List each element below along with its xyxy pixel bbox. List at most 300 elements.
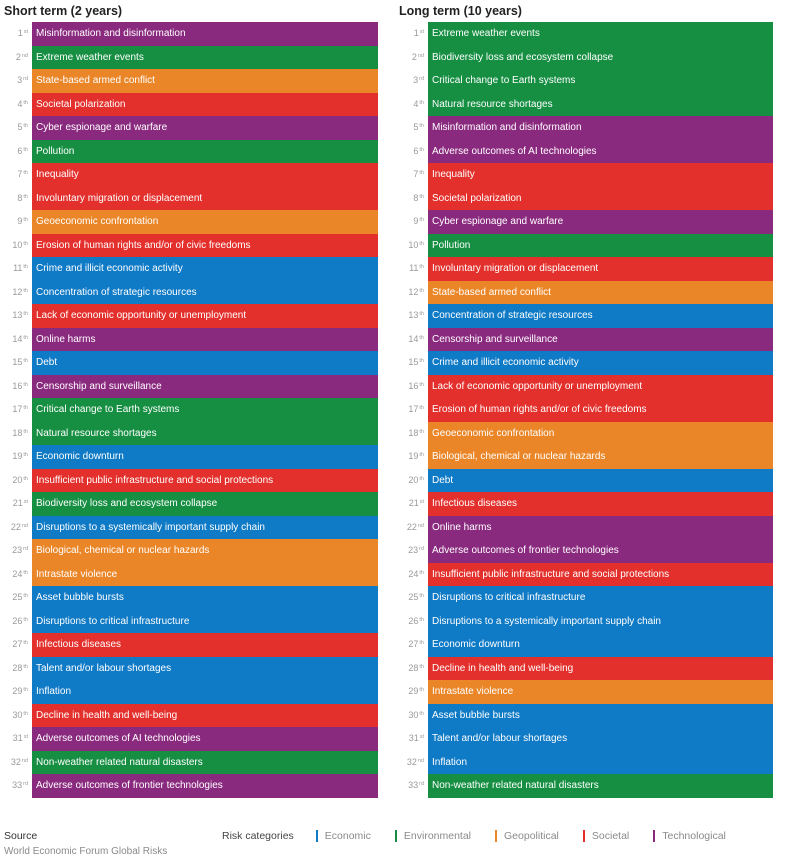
legend-label: Economic	[324, 830, 371, 842]
risk-bar: Societal polarization	[32, 93, 378, 117]
rank-suffix: th	[23, 170, 28, 176]
rank-number: 6	[413, 145, 419, 156]
rank-label	[0, 539, 32, 563]
rank-label	[396, 281, 428, 305]
risk-bar: Erosion of human rights and/or of civic freedoms	[428, 398, 773, 422]
rank-suffix: nd	[417, 522, 424, 529]
rank-number: 13	[408, 310, 419, 320]
rank-number: 9	[413, 216, 419, 226]
risk-row	[396, 445, 773, 469]
rank-number: 14	[408, 333, 419, 344]
risk-bar: Insufficient public infrastructure and social protections	[32, 469, 378, 493]
rank-label	[396, 163, 428, 187]
rank-label	[0, 351, 32, 375]
rank-suffix: th	[23, 616, 28, 623]
rank-number: 27	[12, 639, 23, 649]
rank-number: 25	[12, 592, 23, 602]
risk-bar: Biodiversity loss and ecosystem collapse	[428, 46, 773, 70]
risk-row	[0, 46, 378, 70]
rank-label	[396, 774, 428, 798]
rank-label	[396, 727, 428, 751]
rank-suffix: th	[419, 170, 424, 176]
risk-bar: Inequality	[428, 163, 773, 187]
rank-label	[0, 234, 32, 258]
risk-row	[396, 680, 773, 704]
risk-row	[0, 398, 378, 422]
rank-label	[396, 116, 428, 140]
risk-bar: Crime and illicit economic activity	[428, 351, 773, 375]
rank-number: 9	[17, 216, 23, 226]
rank-label	[0, 187, 32, 211]
rank-number: 28	[12, 662, 23, 673]
rank-number: 18	[12, 427, 23, 438]
risk-bar: Economic downturn	[428, 633, 773, 657]
rank-label	[0, 657, 32, 681]
rank-number: 26	[408, 615, 419, 626]
risk-row	[0, 610, 378, 634]
rank-suffix: th	[419, 710, 424, 717]
risk-row	[0, 704, 378, 728]
rank-suffix: th	[23, 593, 28, 599]
legend-label: Geopolitical	[504, 830, 559, 842]
rank-suffix: rd	[23, 76, 28, 82]
risk-row	[396, 69, 773, 93]
rank-suffix: th	[23, 264, 28, 270]
rank-number: 17	[12, 404, 23, 414]
rank-suffix: th	[23, 146, 28, 153]
rank-suffix: th	[419, 475, 424, 482]
rank-label	[0, 116, 32, 140]
rank-label	[396, 187, 428, 211]
rank-number: 21	[12, 498, 23, 508]
rank-label	[396, 751, 428, 775]
rank-suffix: nd	[417, 757, 424, 764]
rank-number: 32	[406, 756, 417, 767]
rank-label	[396, 234, 428, 258]
rank-number: 5	[413, 122, 419, 132]
risk-bar: Biological, chemical or nuclear hazards	[428, 445, 773, 469]
risk-bar: Talent and/or labour shortages	[32, 657, 378, 681]
risk-bar: Geoeconomic confrontation	[428, 422, 773, 446]
rank-number: 18	[408, 427, 419, 438]
rank-number: 12	[12, 286, 23, 297]
risk-row	[396, 492, 773, 516]
rank-number: 32	[10, 756, 21, 767]
risk-bar: Non-weather related natural disasters	[32, 751, 378, 775]
rank-number: 24	[12, 568, 23, 579]
rank-suffix: rd	[419, 76, 424, 82]
rank-number: 8	[413, 192, 419, 203]
risk-row	[396, 46, 773, 70]
rank-number: 31	[12, 733, 23, 743]
rank-number: 14	[12, 333, 23, 344]
risk-row	[0, 633, 378, 657]
risk-row	[396, 281, 773, 305]
rank-number: 29	[12, 686, 23, 696]
rank-suffix: th	[419, 217, 424, 223]
legend-item-economic	[316, 830, 371, 842]
rank-number: 12	[408, 286, 419, 297]
rank-number: 11	[13, 263, 23, 273]
risk-row	[396, 234, 773, 258]
risk-row	[396, 516, 773, 540]
risk-bar: Asset bubble bursts	[428, 704, 773, 728]
risk-bar: Cyber espionage and warfare	[428, 210, 773, 234]
risk-bar: Censorship and surveillance	[32, 375, 378, 399]
rank-label	[396, 304, 428, 328]
risk-bar: Non-weather related natural disasters	[428, 774, 773, 798]
legend-swatch	[495, 830, 497, 842]
risk-row	[0, 163, 378, 187]
rank-suffix: th	[419, 240, 424, 247]
risk-bar: Online harms	[428, 516, 773, 540]
rank-suffix: th	[419, 687, 424, 693]
legend-swatch	[583, 830, 585, 842]
risk-row	[396, 210, 773, 234]
risk-row	[0, 586, 378, 610]
risk-bar: Critical change to Earth systems	[32, 398, 378, 422]
risk-row	[0, 539, 378, 563]
rank-suffix: nd	[21, 52, 28, 59]
rank-suffix: th	[23, 405, 28, 411]
risk-bar: Infectious diseases	[32, 633, 378, 657]
rank-number: 10	[12, 239, 23, 250]
risk-row	[396, 257, 773, 281]
rank-number: 33	[12, 780, 23, 790]
rank-suffix: th	[23, 663, 28, 670]
risk-row	[0, 516, 378, 540]
risk-row	[396, 422, 773, 446]
rank-label	[396, 375, 428, 399]
rank-number: 3	[17, 75, 23, 85]
risk-row	[0, 680, 378, 704]
rank-label	[0, 375, 32, 399]
risk-row	[396, 187, 773, 211]
rank-number: 21	[408, 498, 419, 508]
rank-suffix: th	[23, 710, 28, 717]
risk-row	[0, 304, 378, 328]
rank-label	[396, 140, 428, 164]
risk-bar: Biodiversity loss and ecosystem collapse	[32, 492, 378, 516]
rank-number: 25	[408, 592, 419, 602]
risk-row	[396, 116, 773, 140]
rank-label	[0, 304, 32, 328]
risk-bar: Decline in health and well-being	[32, 704, 378, 728]
rank-suffix: th	[419, 311, 424, 317]
rank-label	[396, 93, 428, 117]
legend-swatch	[653, 830, 655, 842]
footer	[0, 826, 786, 857]
risk-bar: Disruptions to a systemically important supply chain	[32, 516, 378, 540]
risk-row	[396, 93, 773, 117]
risk-row	[0, 210, 378, 234]
rank-number: 4	[17, 98, 23, 109]
rank-label	[0, 680, 32, 704]
risk-bar: Pollution	[428, 234, 773, 258]
risk-row	[0, 751, 378, 775]
rank-label	[0, 492, 32, 516]
legend-label: Technological	[662, 830, 726, 842]
risk-row	[396, 469, 773, 493]
rank-number: 19	[12, 451, 23, 461]
risk-row	[0, 22, 378, 46]
risk-row	[0, 469, 378, 493]
rank-label	[396, 210, 428, 234]
risk-row	[0, 69, 378, 93]
risk-row	[396, 140, 773, 164]
rank-suffix: th	[419, 663, 424, 670]
rank-suffix: th	[23, 287, 28, 294]
rank-label	[396, 563, 428, 587]
risk-row	[396, 304, 773, 328]
rank-number: 20	[408, 474, 419, 485]
source-heading: Source	[4, 830, 38, 842]
risk-row	[396, 398, 773, 422]
risk-row	[0, 93, 378, 117]
short-term-column	[0, 0, 378, 798]
rank-number: 29	[408, 686, 419, 696]
risk-row	[396, 727, 773, 751]
rank-suffix: th	[23, 217, 28, 223]
risk-row	[396, 657, 773, 681]
risk-bar: Lack of economic opportunity or unemployment	[428, 375, 773, 399]
risk-row	[0, 234, 378, 258]
rank-label	[396, 469, 428, 493]
rank-suffix: th	[419, 616, 424, 623]
risk-bar: Inflation	[32, 680, 378, 704]
rank-label	[0, 633, 32, 657]
rank-number: 2	[15, 51, 21, 62]
rank-label	[396, 69, 428, 93]
rank-suffix: th	[23, 381, 28, 388]
risk-bar: Involuntary migration or displacement	[32, 187, 378, 211]
risk-row	[396, 539, 773, 563]
risk-bar: Online harms	[32, 328, 378, 352]
risk-bar: Misinformation and disinformation	[428, 116, 773, 140]
long-term-list	[396, 22, 773, 798]
rank-label	[0, 140, 32, 164]
risk-bar: Insufficient public infrastructure and social protections	[428, 563, 773, 587]
risk-bar: Debt	[428, 469, 773, 493]
rank-label	[0, 516, 32, 540]
rank-suffix: th	[419, 123, 424, 129]
rank-suffix: th	[23, 311, 28, 317]
risk-bar: Disruptions to critical infrastructure	[428, 586, 773, 610]
rank-label	[0, 257, 32, 281]
legend-item-geopolitical	[495, 830, 559, 842]
rank-suffix: th	[23, 358, 28, 364]
legend-item-environmental	[395, 830, 471, 842]
risk-bar: Concentration of strategic resources	[428, 304, 773, 328]
rank-suffix: th	[419, 381, 424, 388]
legend-label: Environmental	[403, 830, 472, 842]
rank-label	[0, 774, 32, 798]
risk-bar: Adverse outcomes of frontier technologies	[32, 774, 378, 798]
risk-row	[0, 727, 378, 751]
rank-suffix: rd	[419, 781, 424, 787]
rank-label	[0, 398, 32, 422]
rank-label	[396, 422, 428, 446]
rank-label	[0, 422, 32, 446]
risk-row	[0, 774, 378, 798]
rank-number: 7	[17, 169, 23, 179]
rank-label	[0, 704, 32, 728]
risk-row	[396, 22, 773, 46]
rank-number: 11	[409, 263, 419, 273]
risk-bar: Concentration of strategic resources	[32, 281, 378, 305]
rank-suffix: nd	[417, 52, 424, 59]
short-term-title: Short term (2 years)	[4, 4, 123, 18]
risk-bar: Extreme weather events	[32, 46, 378, 70]
rank-suffix: rd	[23, 546, 28, 552]
risk-bar: Intrastate violence	[32, 563, 378, 587]
rank-number: 33	[408, 780, 419, 790]
source-text: World Economic Forum Global Risks	[4, 846, 168, 857]
risk-row	[396, 774, 773, 798]
rank-number: 23	[408, 545, 419, 555]
rank-suffix: th	[23, 687, 28, 693]
risk-row	[0, 657, 378, 681]
risk-row	[0, 422, 378, 446]
risk-bar: Involuntary migration or displacement	[428, 257, 773, 281]
rank-number: 30	[408, 709, 419, 720]
risk-bar: Lack of economic opportunity or unemployment	[32, 304, 378, 328]
rank-suffix: th	[419, 569, 424, 576]
legend-swatch	[395, 830, 397, 842]
rank-suffix: th	[419, 428, 424, 435]
risk-bar: Adverse outcomes of AI technologies	[428, 140, 773, 164]
rank-number: 27	[408, 639, 419, 649]
rank-label	[396, 257, 428, 281]
legend-swatch	[316, 830, 318, 842]
rank-number: 28	[408, 662, 419, 673]
risk-row	[0, 328, 378, 352]
risk-bar: Cyber espionage and warfare	[32, 116, 378, 140]
rank-label	[0, 328, 32, 352]
rank-number: 6	[17, 145, 23, 156]
rank-label	[396, 46, 428, 70]
long-term-column	[396, 0, 773, 798]
rank-suffix: th	[419, 405, 424, 411]
long-term-title: Long term (10 years)	[399, 4, 522, 18]
rank-number: 15	[12, 357, 23, 367]
risk-bar: Natural resource shortages	[428, 93, 773, 117]
legend-item-technological	[653, 830, 726, 842]
rank-number: 3	[413, 75, 419, 85]
rank-suffix: th	[23, 99, 28, 106]
rank-label	[0, 469, 32, 493]
legend-items	[316, 830, 750, 842]
rank-suffix: th	[23, 475, 28, 482]
rank-suffix: th	[419, 287, 424, 294]
rank-suffix: rd	[23, 781, 28, 787]
rank-suffix: th	[23, 452, 28, 458]
risk-row	[0, 563, 378, 587]
rank-label	[0, 727, 32, 751]
risk-bar: State-based armed conflict	[32, 69, 378, 93]
rank-suffix: th	[23, 569, 28, 576]
risk-bar: Critical change to Earth systems	[428, 69, 773, 93]
rank-label	[0, 93, 32, 117]
legend-label: Societal	[591, 830, 630, 842]
rank-number: 7	[413, 169, 419, 179]
rank-label	[0, 210, 32, 234]
risk-row	[396, 351, 773, 375]
rank-number: 16	[12, 380, 23, 391]
rank-suffix: st	[23, 734, 28, 740]
risk-bar: Extreme weather events	[428, 22, 773, 46]
risk-bar: Talent and/or labour shortages	[428, 727, 773, 751]
rank-number: 23	[12, 545, 23, 555]
risk-row	[0, 351, 378, 375]
rank-number: 26	[12, 615, 23, 626]
rank-label	[396, 22, 428, 46]
rank-number: 22	[10, 521, 21, 532]
rank-label	[396, 351, 428, 375]
rank-number: 19	[408, 451, 419, 461]
risk-row	[396, 633, 773, 657]
rank-label	[396, 657, 428, 681]
rank-suffix: th	[419, 146, 424, 153]
risk-bar: Natural resource shortages	[32, 422, 378, 446]
rank-label	[396, 610, 428, 634]
risk-bar: Debt	[32, 351, 378, 375]
risk-bar: Adverse outcomes of AI technologies	[32, 727, 378, 751]
rank-label	[0, 586, 32, 610]
rank-label	[396, 633, 428, 657]
risk-bar: Infectious diseases	[428, 492, 773, 516]
risk-bar: Economic downturn	[32, 445, 378, 469]
risk-row	[0, 257, 378, 281]
risk-bar: Geoeconomic confrontation	[32, 210, 378, 234]
risk-bar: Decline in health and well-being	[428, 657, 773, 681]
rank-suffix: th	[419, 99, 424, 106]
rank-label	[0, 610, 32, 634]
rank-suffix: th	[419, 193, 424, 200]
risk-row	[396, 328, 773, 352]
risk-bar: Biological, chemical or nuclear hazards	[32, 539, 378, 563]
risk-bar: Disruptions to a systemically important supply chain	[428, 610, 773, 634]
risk-bar: Pollution	[32, 140, 378, 164]
rank-suffix: st	[419, 499, 424, 505]
rank-label	[396, 539, 428, 563]
risk-bar: Disruptions to critical infrastructure	[32, 610, 378, 634]
rank-number: 2	[411, 51, 417, 62]
risk-bar: Inflation	[428, 751, 773, 775]
rank-number: 22	[406, 521, 417, 532]
risk-bar: Crime and illicit economic activity	[32, 257, 378, 281]
rank-suffix: nd	[21, 522, 28, 529]
rank-suffix: th	[23, 334, 28, 341]
rank-suffix: th	[419, 334, 424, 341]
rank-label	[0, 563, 32, 587]
rank-suffix: rd	[419, 546, 424, 552]
legend-title: Risk categories	[222, 830, 294, 842]
rank-label	[0, 751, 32, 775]
rank-number: 5	[17, 122, 23, 132]
rank-label	[396, 492, 428, 516]
rank-label	[396, 680, 428, 704]
rank-number: 20	[12, 474, 23, 485]
rank-label	[396, 516, 428, 540]
risk-row	[0, 187, 378, 211]
rank-suffix: st	[23, 29, 28, 35]
legend-item-societal	[583, 830, 629, 842]
rank-label	[396, 445, 428, 469]
rank-label	[0, 69, 32, 93]
risk-row	[396, 610, 773, 634]
risk-row	[0, 492, 378, 516]
